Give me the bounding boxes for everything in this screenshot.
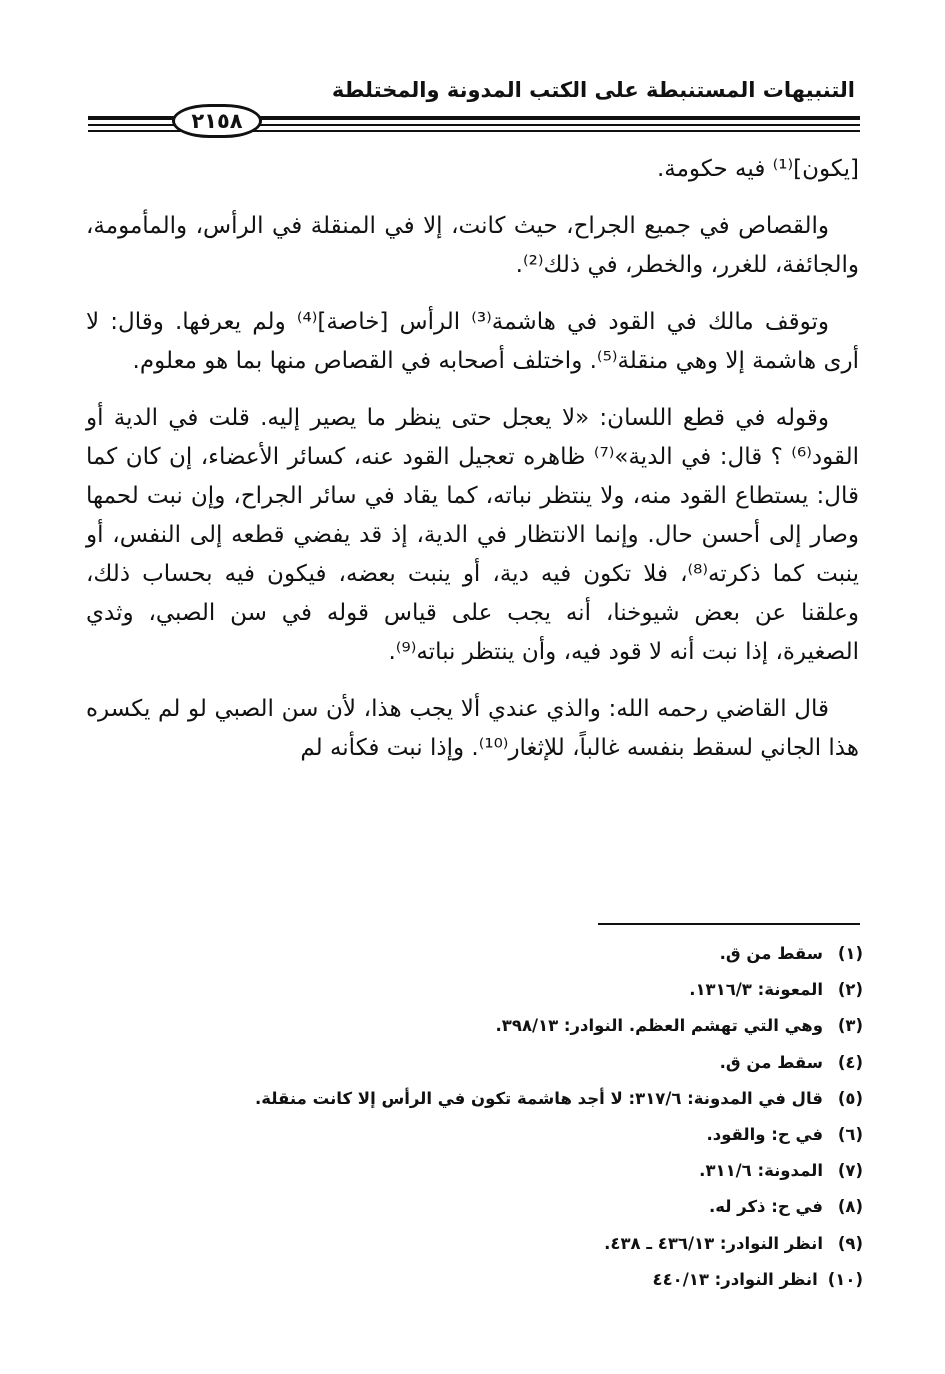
footnote: [86, 1189, 863, 1225]
footnote-text: قال في المدونة: ٣١٧/٦: لا أجد هاشمة تكون في الرأس إلا كانت منقلة.: [255, 1088, 823, 1108]
footnote: [86, 1045, 863, 1081]
footnote-text: في ح: والقود.: [706, 1125, 823, 1145]
paragraph: وتوقف مالك في القود في هاشمة⁽³⁾ الرأس [خاصة]⁽⁴⁾ ولم يعرفها. وقال: لا أرى هاشمة إلا وهي منقلة⁽⁵⁾. واختلف أصحابه في القصاص منها بما هو معلوم.: [86, 309, 859, 374]
footnote-text: سقط من ق.: [719, 944, 823, 963]
footnote: [86, 1226, 863, 1262]
footnote-text: سقط من ق.: [719, 1052, 823, 1072]
footnote: [86, 1008, 863, 1044]
footnote-number: (٣): [837, 1016, 863, 1036]
running-title: التنبيهات المستنبطة على الكتب المدونة والمختلطة: [331, 78, 855, 102]
footnote: [86, 1081, 863, 1117]
footnote-number: (١): [837, 944, 863, 963]
footnote-number: (١٠): [827, 1269, 863, 1289]
footnote-text: وهي التي تهشم العظم. النوادر: ٣٩٨/١٣.: [495, 1016, 823, 1036]
footnote: [86, 1153, 863, 1189]
paragraph: وقوله في قطع اللسان: «لا يعجل حتى ينظر ما يصير إليه. قلت في الدية أو القود⁽⁶⁾ ؟ قال: في الدية»⁽⁷⁾ ظاهره تعجيل القود عنه، كسائر الأعضاء، إن كان كما قال: يستطاع القود منه، ولا ينتظر نباته، كما يقاد في سائر الجراح، وإن نبت لحمها وصار إلى أحسن حال. وإنما الانتظار في الدية، إذ قد يفضي قطعه إلى النفس، أو ينبت كما ذكرته⁽⁸⁾، فلا تكون فيه دية، أو ينبت بعضه، فيكون فيه بحساب ذلك، وعلقنا عن بعض شيوخنا، أنه يجب على قياس قوله في سن الصبي، وثدي الصغيرة، إذا نبت أنه لا قود فيه، وأن ينتظر نباته⁽⁹⁾.: [86, 405, 859, 665]
paragraph: والقصاص في جميع الجراح، حيث كانت، إلا في المنقلة في الرأس، والمأمومة، والجائفة، للغرر، والخطر، في ذلك⁽²⁾.: [86, 213, 859, 278]
footnotes: [86, 936, 863, 1298]
footnote-text: انظر النوادر: ٤٤٠/١٣: [652, 1269, 818, 1289]
page-number: ٢١٥٨: [172, 104, 262, 138]
footnote-number: (٤): [837, 1052, 863, 1072]
footnote: [86, 1117, 863, 1153]
footnote-number: (٩): [837, 1233, 863, 1253]
footnote-text: انظر النوادر: ٤٣٦/١٣ ـ ٤٣٨.: [604, 1233, 823, 1253]
footnote: [86, 972, 863, 1008]
footnote-number: (٨): [837, 1197, 863, 1217]
paragraph: [يكون]⁽¹⁾ فيه حكومة.: [656, 156, 859, 182]
footnote-text: المدونة: ٣١١/٦.: [699, 1161, 823, 1181]
footnote-number: (٧): [837, 1161, 863, 1181]
footnote-text: في ح: ذكر له.: [708, 1197, 823, 1217]
footnote-divider: [598, 923, 860, 925]
footnote-text: المعونة: ١٣١٦/٣.: [689, 980, 823, 1000]
body-text: [86, 150, 859, 786]
footnote: [86, 1262, 863, 1298]
paragraph: قال القاضي رحمه الله: والذي عندي ألا يجب هذا، لأن سن الصبي لو لم يكسره هذا الجاني لسقط بنفسه غالباً، للإثغار⁽¹⁰⁾. وإذا نبت فكأنه لم: [86, 696, 859, 761]
footnote: [86, 936, 863, 972]
footnote-number: (٦): [837, 1125, 863, 1145]
footnote-number: (٢): [837, 980, 863, 1000]
footnote-number: (٥): [837, 1088, 863, 1108]
